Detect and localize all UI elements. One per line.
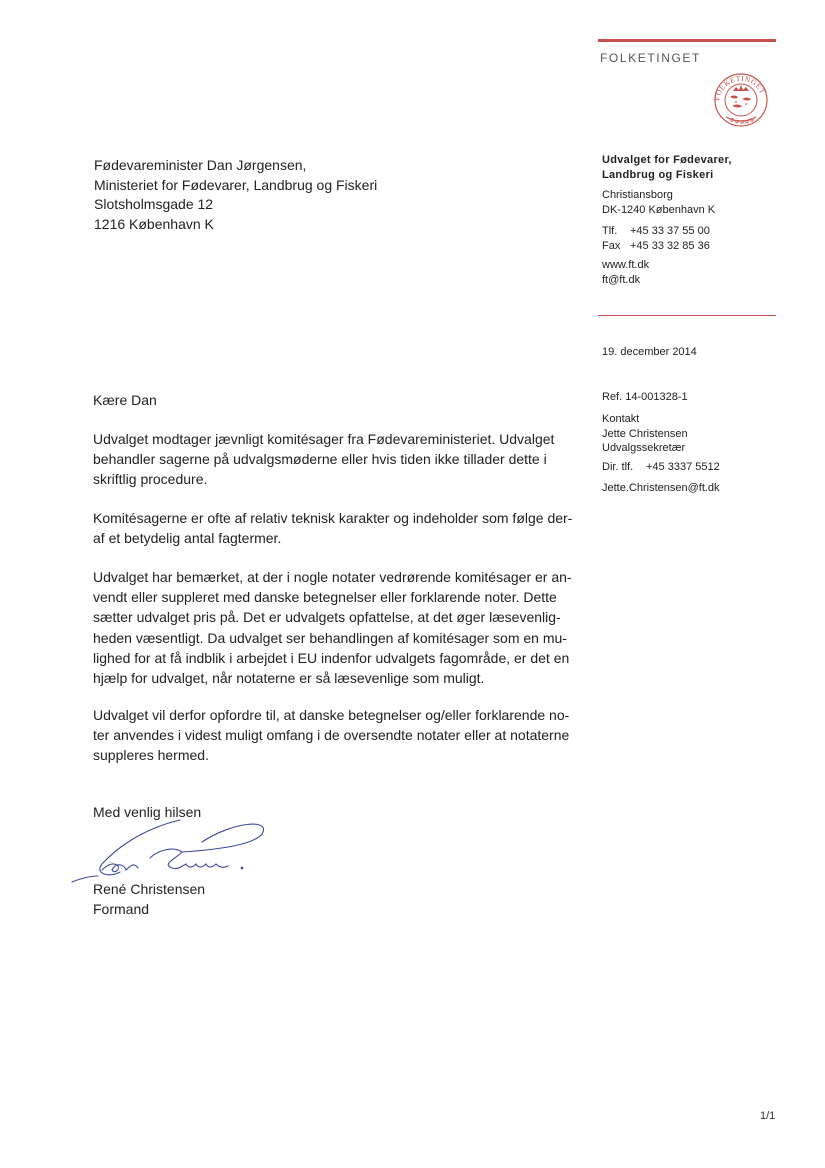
paragraph-line: vendt eller suppleret med danske betegnelser eller forklarende noter. Dette — [93, 589, 557, 606]
phone-row — [602, 224, 802, 239]
signer-title: Formand — [93, 901, 150, 918]
paragraph-1 — [93, 429, 573, 490]
recipient-line: Ministeriet for Fødevarer, Landbrug og Fiskeri — [94, 176, 378, 193]
address-line: Christiansborg — [602, 189, 673, 201]
contact-name: Jette Christensen — [602, 427, 688, 440]
sender-address — [602, 188, 802, 217]
direct-phone-number: +45 3337 5512 — [646, 461, 720, 473]
paragraph-line: ter anvendes i videst muligt omfang i de oversendte notater eller at notaterne — [93, 727, 570, 744]
fax-row — [602, 239, 802, 254]
paragraph-2 — [93, 508, 573, 548]
paragraph-line: Udvalget har bemærket, at der i nogle notater vedrørende komitésager er an- — [93, 569, 572, 585]
recipient-line: 1216 København K — [94, 215, 214, 232]
letter-date: 19. december 2014 — [602, 346, 697, 358]
sidebar-rule — [598, 315, 776, 316]
paragraph-4 — [93, 705, 573, 766]
signer-name: René Christensen — [93, 881, 206, 897]
reference-number: Ref. 14-001328-1 — [602, 391, 688, 403]
paragraph-line: lighed for at få indblik i arbejdet i EU indenfor udvalgets fagområde, er det en — [93, 649, 570, 666]
address-line: DK-1240 København K — [602, 203, 716, 216]
paragraph-line: heden væsentligt. Da udvalget ser behandlingen af komitésager som en mu- — [93, 629, 567, 646]
paragraph-line: suppleres hermed. — [93, 747, 209, 764]
contact-title: Udvalgssekretær — [602, 442, 686, 454]
paragraph-line: af et betydelig antal fagtermer. — [93, 530, 282, 547]
direct-phone-row — [602, 461, 802, 473]
paragraph-3 — [93, 567, 573, 688]
paragraph-line: Udvalget modtager jævnligt komitésager fra Fødevareministeriet. Udvalget — [93, 431, 555, 447]
org-name: FOLKETINGET — [600, 51, 701, 65]
header-rule — [598, 39, 776, 42]
greeting: Kære Dan — [93, 392, 157, 408]
paragraph-line: Komitésagerne er ofte af relativ teknisk karakter og indeholder som følge der- — [93, 510, 573, 526]
recipient-address — [94, 156, 377, 234]
phone-label: Tlf. — [602, 225, 618, 237]
closing-phrase: Med venlig hilsen — [93, 804, 202, 820]
contact-block — [602, 412, 802, 456]
folketinget-seal-icon — [706, 69, 776, 129]
paragraph-line: sætter udvalget pris på. Det er udvalgets opfattelse, at det øger læsevenlig- — [93, 609, 561, 626]
paragraph-line: Udvalget vil derfor opfordre til, at danske betegnelser og/eller forklarende no- — [93, 707, 570, 723]
contact-label: Kontakt — [602, 413, 640, 425]
email-link[interactable]: ft@ft.dk — [602, 273, 641, 286]
fax-label: Fax — [602, 239, 621, 252]
web-block — [602, 258, 802, 287]
paragraph-line: hjælp for udvalget, når notaterne er så læsevenlige som muligt. — [93, 670, 485, 687]
paragraph-line: skriftlig procedure. — [93, 471, 208, 488]
website-link[interactable]: www.ft.dk — [602, 259, 650, 271]
phone-block — [602, 224, 802, 253]
committee-line: Udvalget for Fødevarer, — [602, 154, 732, 166]
phone-number: +45 33 37 55 00 — [630, 225, 710, 237]
fax-number: +45 33 32 85 36 — [630, 239, 710, 252]
page-number: 1/1 — [760, 1110, 776, 1122]
committee-name — [602, 153, 802, 183]
recipient-line: Fødevareminister Dan Jørgensen, — [94, 157, 307, 173]
signer-block — [93, 879, 573, 919]
recipient-line: Slotsholmsgade 12 — [94, 196, 214, 212]
paragraph-line: behandler sagerne på udvalgsmøderne eller hvis tiden ikke tillader dette i — [93, 451, 547, 468]
committee-line: Landbrug og Fiskeri — [602, 169, 714, 181]
svg-text:FOLKETINGET: FOLKETINGET — [712, 73, 768, 102]
direct-phone-label: Dir. tlf. — [602, 461, 634, 473]
contact-email-link[interactable]: Jette.Christensen@ft.dk — [602, 482, 720, 494]
